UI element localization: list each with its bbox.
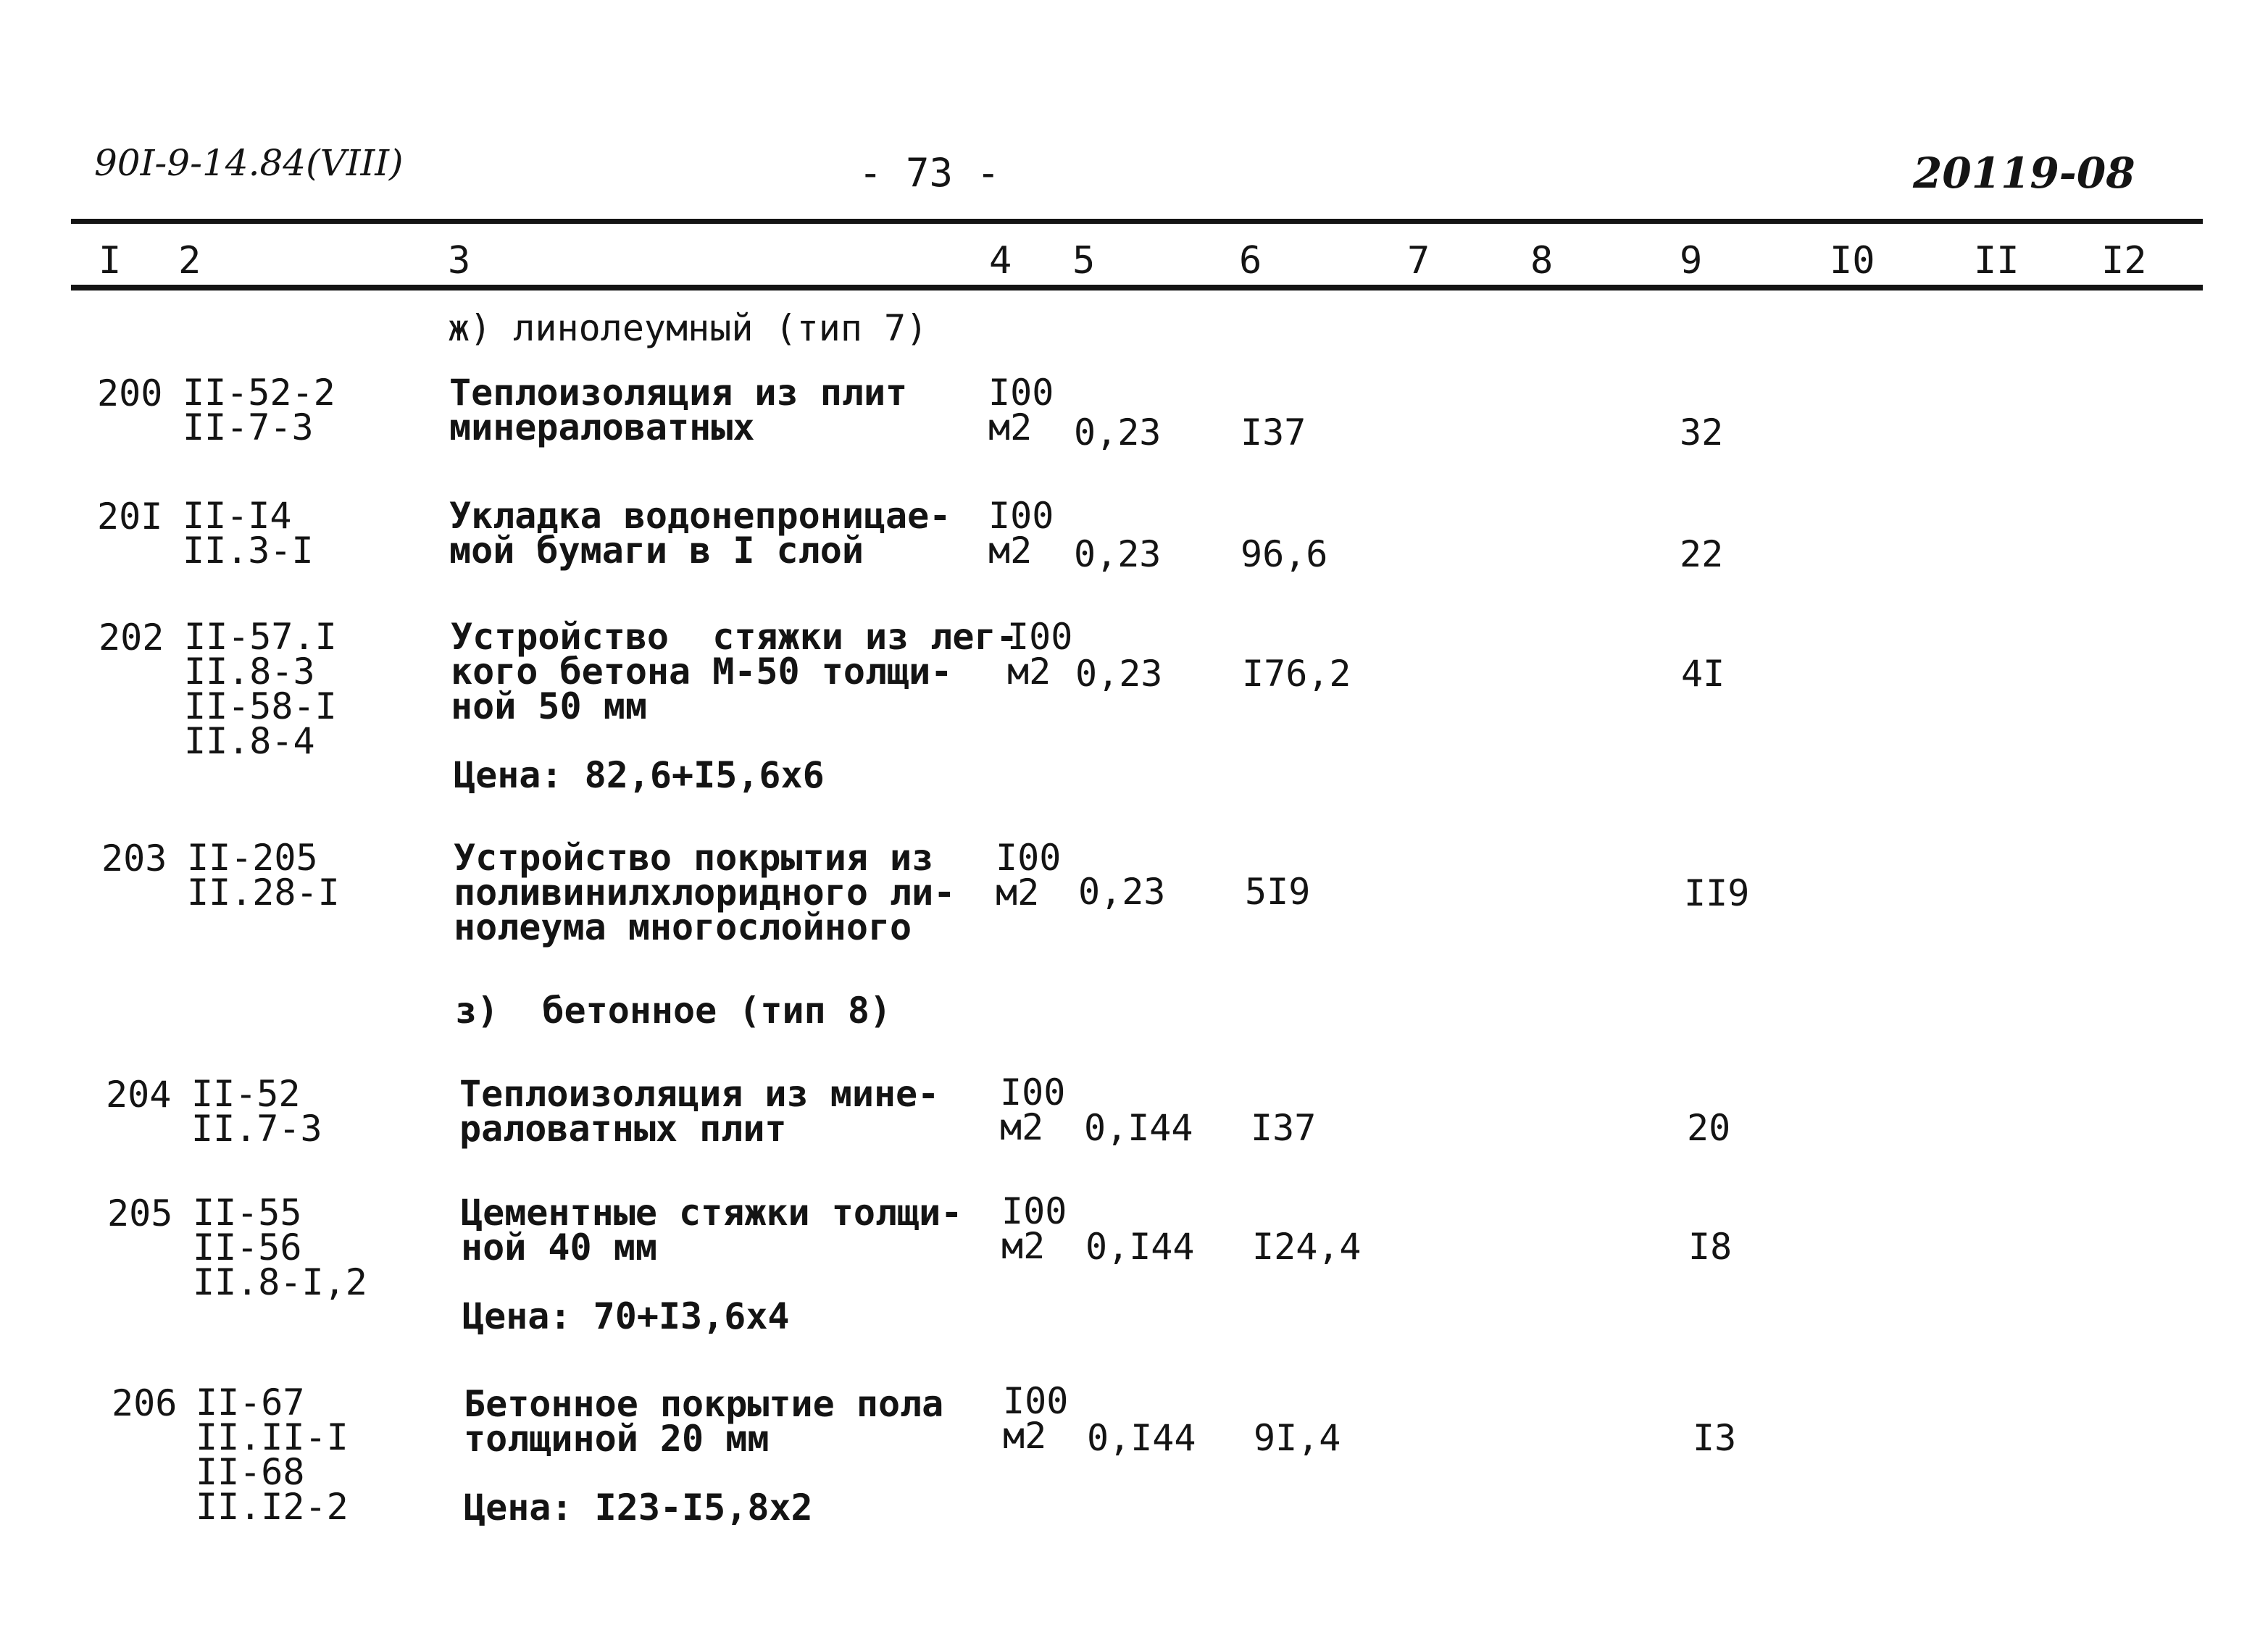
- unit-price: I37: [1241, 411, 1306, 453]
- description-line: мой бумаги в I слой: [449, 530, 864, 572]
- norm-code: II-205: [187, 837, 318, 879]
- column-number: 2: [178, 239, 201, 283]
- unit-line: I00: [996, 837, 1062, 879]
- quantity: 0,I44: [1085, 1226, 1195, 1268]
- work-description: [464, 1383, 944, 1460]
- unit: [1001, 1190, 1067, 1267]
- column-9-value: 4I: [1681, 653, 1725, 695]
- norm-codes: [183, 495, 314, 572]
- norm-code: II-52: [191, 1073, 301, 1115]
- quantity: 0,I44: [1084, 1107, 1193, 1149]
- price-note: Цена: 70+I3,6х4: [462, 1295, 790, 1337]
- column-9-value: 32: [1680, 411, 1724, 453]
- quantity: 0,23: [1074, 411, 1162, 453]
- norm-code: II.I2-2: [196, 1486, 349, 1528]
- unit-line: м2: [1003, 1415, 1047, 1457]
- column-9-value: 22: [1680, 533, 1724, 575]
- norm-code: II.8-3: [184, 651, 315, 693]
- work-description: [454, 837, 956, 948]
- quantity: 0,23: [1075, 653, 1163, 695]
- unit-line: м2: [1007, 651, 1051, 693]
- unit-line: м2: [996, 872, 1040, 914]
- column-number: 6: [1239, 239, 1262, 283]
- unit: [1007, 616, 1073, 693]
- quantity: 0,I44: [1087, 1417, 1196, 1459]
- column-number: 9: [1680, 239, 1703, 283]
- unit-line: I00: [988, 372, 1054, 414]
- description-line: Бетонное покрытие пола: [464, 1383, 944, 1425]
- unit-line: I00: [988, 495, 1054, 537]
- column-number: 7: [1407, 239, 1430, 283]
- work-description: [449, 495, 951, 572]
- norm-code: II-68: [196, 1451, 305, 1493]
- norm-code: II.7-3: [191, 1108, 322, 1150]
- description-line: раловатных плит: [459, 1108, 787, 1150]
- price-note: Цена: 82,6+I5,6х6: [454, 754, 825, 796]
- row-number: 202: [99, 616, 164, 659]
- row-number: 204: [106, 1074, 172, 1116]
- description-line: ной 50 мм: [451, 685, 647, 727]
- quantity: 0,23: [1074, 533, 1162, 575]
- work-description: [461, 1192, 963, 1268]
- row-number: 205: [107, 1192, 173, 1234]
- column-number: I: [99, 239, 122, 283]
- norm-codes: [187, 837, 340, 914]
- norm-code: II.8-4: [184, 720, 315, 762]
- norm-code: II-7-3: [183, 406, 314, 448]
- norm-code: II-58-I: [184, 685, 337, 727]
- work-description: [451, 616, 1018, 727]
- description-line: толщиной 20 мм: [464, 1418, 770, 1460]
- document-code: 90I-9-14.84(VIII): [94, 142, 404, 184]
- unit-line: м2: [1000, 1106, 1044, 1148]
- norm-code: II-52-2: [183, 372, 335, 414]
- norm-codes: [191, 1073, 322, 1150]
- work-description: [459, 1073, 940, 1150]
- unit-price: 9I,4: [1254, 1417, 1341, 1459]
- unit-price: I76,2: [1242, 653, 1351, 695]
- unit-line: I00: [1000, 1071, 1066, 1113]
- column-number: I0: [1830, 239, 1875, 283]
- norm-code: II.8-I,2: [193, 1261, 367, 1303]
- section-heading: ж) линолеумный (тип 7): [448, 307, 928, 349]
- norm-code: II.28-I: [187, 872, 340, 914]
- description-line: Цементные стяжки толщи-: [461, 1192, 963, 1234]
- norm-code: II-57.I: [184, 616, 337, 658]
- description-line: Теплоизоляция из мине-: [459, 1073, 940, 1115]
- unit: [996, 837, 1062, 914]
- quantity: 0,23: [1078, 871, 1166, 913]
- norm-code: II.II-I: [196, 1416, 349, 1458]
- row-number: 203: [101, 837, 167, 879]
- price-note: Цена: I23-I5,8х2: [464, 1487, 813, 1529]
- unit-line: м2: [988, 530, 1033, 572]
- unit-price: I24,4: [1252, 1226, 1362, 1268]
- unit-line: м2: [988, 406, 1033, 448]
- norm-codes: [183, 372, 335, 448]
- description-line: нолеума многослойного: [454, 906, 912, 948]
- norm-code: II-I4: [183, 495, 292, 537]
- work-description: [449, 372, 908, 448]
- row-number: 200: [97, 372, 163, 414]
- unit: [988, 372, 1054, 448]
- column-number: 4: [989, 239, 1012, 283]
- column-number: II: [1974, 239, 2019, 283]
- header-top-rule: [71, 219, 2203, 224]
- column-9-value: 20: [1687, 1107, 1731, 1149]
- page-number: - 73 -: [859, 150, 1001, 196]
- sheet-id: 20119-08: [1913, 149, 2135, 198]
- column-9-value: I3: [1693, 1417, 1737, 1459]
- unit-line: I00: [1001, 1190, 1067, 1232]
- description-line: кого бетона М-50 толщи-: [451, 651, 953, 693]
- unit: [988, 495, 1054, 572]
- norm-codes: [184, 616, 337, 762]
- norm-code: II.3-I: [183, 530, 314, 572]
- description-line: Укладка водонепроницае-: [449, 495, 951, 537]
- norm-codes: [196, 1382, 349, 1528]
- column-number: I2: [2101, 239, 2147, 283]
- unit-price: 5I9: [1245, 871, 1311, 913]
- header-bottom-rule: [71, 285, 2203, 291]
- description-line: Теплоизоляция из плит: [449, 372, 908, 414]
- column-number: 5: [1072, 239, 1096, 283]
- unit: [1003, 1380, 1069, 1457]
- column-number: 3: [448, 239, 471, 283]
- description-line: ной 40 мм: [461, 1226, 657, 1268]
- unit-price: I37: [1251, 1107, 1317, 1149]
- section-heading: з) бетонное (тип 8): [455, 990, 892, 1032]
- column-9-value: I8: [1688, 1226, 1733, 1268]
- unit: [1000, 1071, 1066, 1148]
- unit-line: I00: [1007, 616, 1073, 658]
- description-line: Устройство покрытия из: [454, 837, 934, 879]
- description-line: Устройство стяжки из лег-: [451, 616, 1018, 658]
- column-9-value: II9: [1684, 872, 1750, 914]
- norm-code: II-67: [196, 1382, 305, 1424]
- description-line: минераловатных: [449, 406, 755, 448]
- norm-code: II-56: [193, 1226, 302, 1268]
- unit-line: м2: [1001, 1225, 1046, 1267]
- norm-code: II-55: [193, 1192, 302, 1234]
- unit-price: 96,6: [1241, 533, 1328, 575]
- row-number: 20I: [97, 496, 163, 538]
- row-number: 206: [112, 1382, 178, 1424]
- unit-line: I00: [1003, 1380, 1069, 1422]
- column-number: 8: [1530, 239, 1554, 283]
- description-line: поливинилхлоридного ли-: [454, 872, 956, 914]
- norm-codes: [193, 1192, 367, 1303]
